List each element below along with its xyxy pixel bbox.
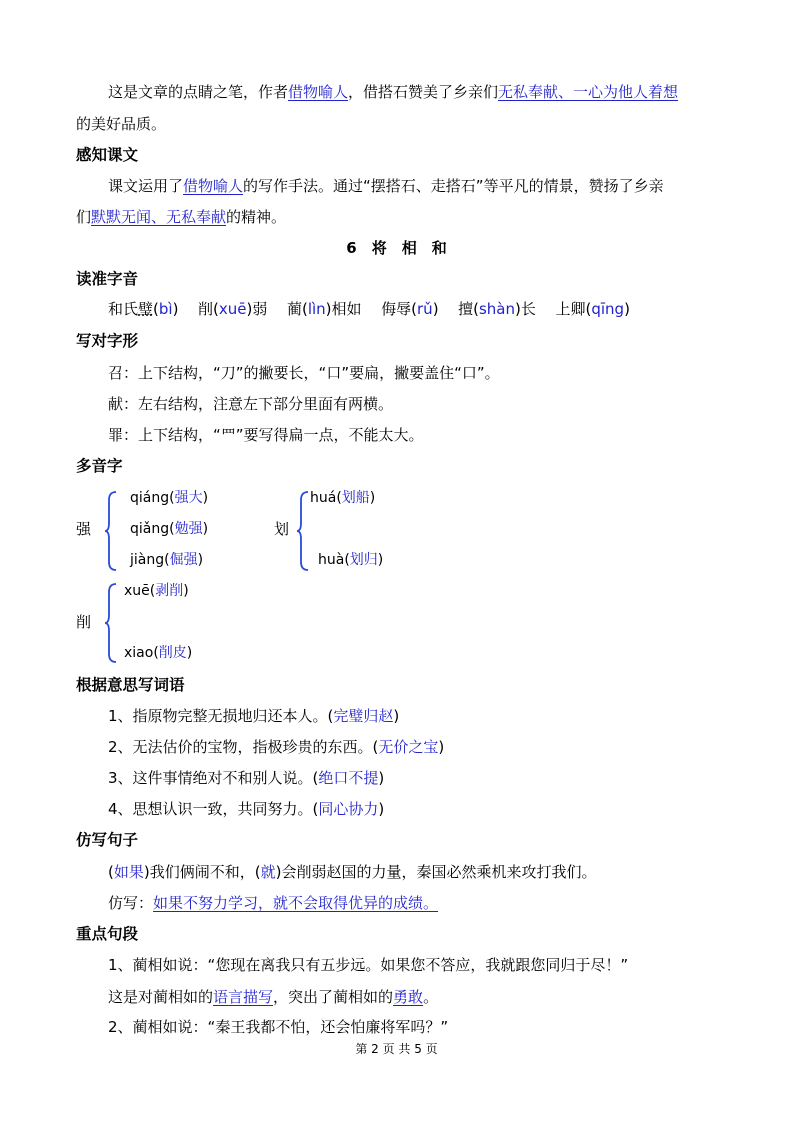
ciyu-item: 2、无法估价的宝物，指极珍贵的东西。(无价之宝) bbox=[108, 738, 445, 756]
para-ganzhi-line1: 课文运用了借物喻人的写作手法。通过“摆搭石、走搭石”等平凡的情景，赞扬了乡亲 bbox=[108, 177, 664, 195]
section-heading: 重点句段 bbox=[76, 925, 139, 943]
duoyin-item: xuē(剥削) bbox=[124, 583, 189, 599]
para-summary-line2: 的美好品质。 bbox=[76, 115, 167, 133]
page-footer: 第 2 页 共 5 页 bbox=[355, 1042, 438, 1056]
duoyin-item: jiàng(倔强) bbox=[130, 552, 204, 568]
keyword-link: 无私奉献、一心为他人着想 bbox=[498, 83, 679, 101]
ciyu-item: 4、思想认识一致，共同努力。(同心协力) bbox=[108, 800, 385, 818]
pinyin-row bbox=[108, 299, 630, 319]
section-heading: 写对字形 bbox=[76, 332, 139, 350]
fangxie-example: (如果)我们俩闹不和，(就)会削弱赵国的力量，秦国必然乘机来攻打我们。 bbox=[108, 863, 597, 881]
ciyu-item: 1、指原物完整无损地归还本人。(完璧归赵) bbox=[108, 707, 400, 725]
fangxie-answer: 仿写：如果不努力学习，就不会取得优异的成绩。 bbox=[108, 894, 439, 912]
para-ganzhi-line2: 们默默无闻、无私奉献的精神。 bbox=[76, 208, 287, 226]
pinyin-item: 擅(shàn)长 bbox=[458, 300, 536, 318]
zixing-line: 罪：上下结构，“罒”要写得扁一点，不能太大。 bbox=[108, 426, 424, 444]
keyword-link: 默默无闻、无私奉献 bbox=[91, 208, 227, 226]
duoyin-item: qiáng(强大) bbox=[130, 490, 209, 506]
brace-icon bbox=[104, 582, 120, 664]
pinyin-item: 上卿(qīng) bbox=[555, 300, 630, 318]
duoyin-item: qiǎng(勉强) bbox=[130, 521, 209, 537]
lesson-title: 6 将 相 和 bbox=[346, 239, 447, 257]
section-heading: 多音字 bbox=[76, 457, 123, 475]
duoyin-char: 划 bbox=[274, 520, 290, 538]
duoyin-char: 削 bbox=[76, 613, 92, 631]
duoyin-item: xiao(削皮) bbox=[124, 645, 193, 661]
keyword-link: 借物喻人 bbox=[183, 177, 244, 195]
zixing-line: 召：上下结构，“刀”的撇要长，“口”要扁，撇要盖住“口”。 bbox=[108, 364, 500, 382]
pinyin-item: 削(xuē)弱 bbox=[198, 300, 268, 318]
pinyin-item: 侮辱(rǔ) bbox=[381, 300, 439, 318]
zhongdian-sentence: 1、蔺相如说：“您现在离我只有五步远。如果您不答应，我就跟您同归于尽！” bbox=[108, 956, 629, 974]
section-heading: 根据意思写词语 bbox=[76, 676, 185, 694]
duoyin-char: 强 bbox=[76, 520, 92, 538]
para-summary-line1: 这是文章的点睛之笔，作者借物喻人，借搭石赞美了乡亲们无私奉献、一心为他人着想 bbox=[108, 83, 679, 101]
ciyu-item: 3、这件事情绝对不和别人说。(绝口不提) bbox=[108, 769, 385, 787]
zhongdian-comment: 这是对蔺相如的语言描写，突出了蔺相如的勇敢。 bbox=[108, 988, 439, 1006]
pinyin-item: 蔺(lìn)相如 bbox=[286, 300, 362, 318]
section-heading: 感知课文 bbox=[76, 146, 139, 164]
pinyin-item: 和氏璧(bì) bbox=[108, 300, 179, 318]
zhongdian-sentence: 2、蔺相如说：“秦王我都不怕，还会怕廉将军吗？” bbox=[108, 1018, 449, 1036]
section-heading: 仿写句子 bbox=[76, 831, 139, 849]
duoyin-item: huà(划归) bbox=[318, 552, 384, 568]
section-heading: 读准字音 bbox=[76, 270, 139, 288]
keyword-link: 借物喻人 bbox=[288, 83, 349, 101]
brace-icon bbox=[104, 490, 120, 572]
duoyin-item: huá(划船) bbox=[310, 490, 376, 506]
zixing-line: 献：左右结构，注意左下部分里面有两横。 bbox=[108, 395, 394, 413]
